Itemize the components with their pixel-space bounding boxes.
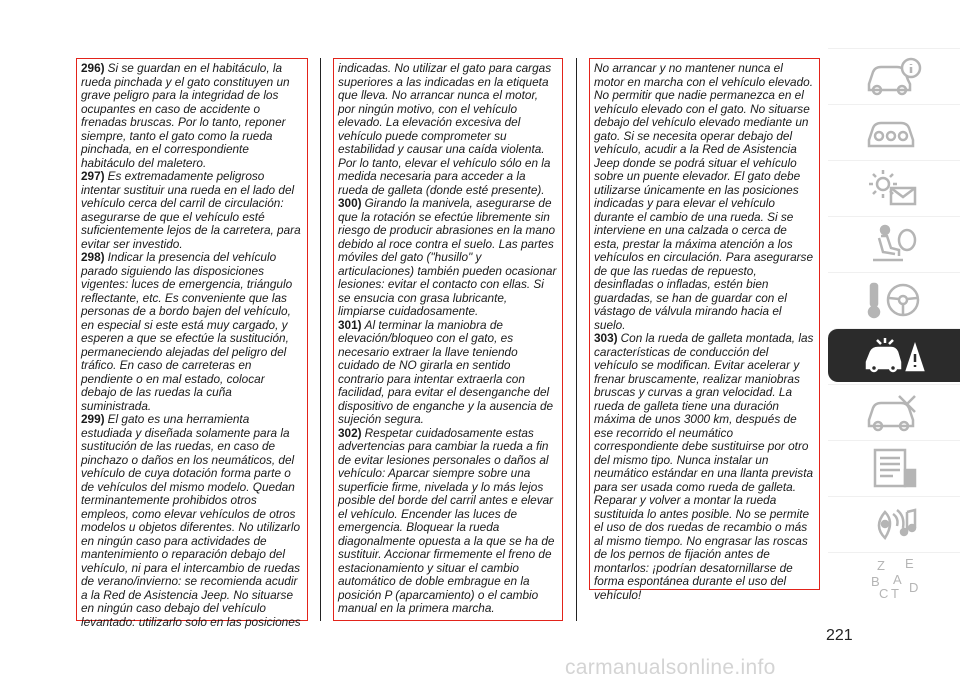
multimedia-icon bbox=[863, 502, 925, 546]
warning-item-300 bbox=[338, 197, 557, 319]
warning-text: Respetar cuidadosamente estas advertencias para cambiar la rueda a fin de evitar lesiones personales o daños al vehículo: Aparcar siempre sobre una superficie firme, nivelada y lo más lejos posible del borde del carril antes e elevar el vehículo. Encender las luces de emergencia. Bloquear la rueda diagonalmente opuesta a la que se ha de sustituir. Accionar firmemente el freno de estacionamiento y situar el cambio automático de doble embrague en la posición P (aparcamiento) o el cambio manual en la primera marcha. bbox=[338, 425, 555, 615]
steering-wheel-icon bbox=[863, 278, 925, 322]
warning-text: Es extremadamente peligroso intentar sustituir una rueda en el lado del vehículo cerca del carril de circulación: asegurarse de que el vehículo esté suficientemente lejos de la carretera, para evitar ser investido. bbox=[81, 169, 301, 251]
warning-number: 298) bbox=[81, 250, 105, 264]
warning-text: Si se guardan en el habitáculo, la rueda pinchada y el gato constituyen un grave peligro para la integridad de los ocupantes en caso de accidente o frenadas bruscas. Por lo tanto, reponer siempre, tanto el gato como la rueda pinchada, en el correspondiente habitáculo del maletero. bbox=[81, 61, 290, 170]
index-letter: C bbox=[879, 585, 889, 601]
tab-multimedia[interactable] bbox=[828, 496, 960, 550]
column-divider bbox=[320, 58, 321, 621]
warning-text: Al terminar la maniobra de elevación/bloqueo con el gato, es necesario extraer la llave teniendo cuidado de NO girarla en sentido contrario para intentar extraerla con facilidad, para evitar el desenganche del dispositivo de enganche y la ausencia de sujeción segura. bbox=[338, 317, 554, 426]
warning-text: El gato es una herramienta estudiada y diseñada solamente para la sustitución de las ruedas, en caso de pinchazo o daños en los neumáticos, del vehículo de cuya dotación forma parte o de vehículos del mismo modelo. Quedan terminantemente prohibidos otros empleos, como elevar vehículos de otros modelos u objetos diferentes. No utilizarlo en ningún caso para actividades de mantenimiento o reparación debajo del vehículo, ni para el intercambio de ruedas de verano/invierno: se recomienda acudir a la Red de Asistencia Jeep. No situarse en ningún caso debajo del vehículo levantado: utilizarlo solo en las posiciones bbox=[81, 412, 301, 629]
tab-knowing-vehicle[interactable] bbox=[828, 48, 960, 102]
car-dashboard-icon bbox=[863, 110, 925, 154]
chapter-tabs bbox=[828, 48, 960, 608]
warning-item-303 bbox=[594, 332, 814, 602]
warning-number: 300) bbox=[338, 196, 362, 210]
tab-safety-lights[interactable] bbox=[828, 160, 960, 214]
warning-number: 297) bbox=[81, 169, 105, 183]
tab-servicing[interactable] bbox=[828, 384, 960, 438]
index-letter: D bbox=[909, 579, 919, 595]
tab-instruments[interactable] bbox=[828, 104, 960, 158]
warning-number: 299) bbox=[81, 412, 105, 426]
page-number: 221 bbox=[826, 627, 853, 644]
warning-number: 296) bbox=[81, 61, 105, 75]
index-letter: B bbox=[871, 573, 880, 589]
warnings-column-3 bbox=[589, 58, 820, 602]
tab-index[interactable] bbox=[828, 552, 960, 606]
warning-item-299 bbox=[81, 413, 302, 629]
warning-item-302 bbox=[338, 427, 557, 616]
warning-text: Con la rueda de galleta montada, las características de conducción del vehículo se modifican. Evitar acelerar y frenar bruscamente, realizar maniobras bruscas y curvas a gran velocidad. La rueda de galleta tiene una duración máxima de unos 3000 km, después de ese recorrido el neumático correspondiente debe sustituirse por otro del mismo tipo. Nunca instalar un neumático estándar en una llanta prevista para ser usada como rueda de galleta. Reparar y volver a montar la rueda sustituida lo antes posible. No se permite el uso de dos ruedas de recambio o más al mismo tiempo. No engrasar las roscas de los pernos de fijación antes de montarlos: ¡podrían desatornillarse de forma espontánea durante el uso del vehículo! bbox=[594, 331, 814, 602]
car-maintenance-icon bbox=[863, 390, 925, 434]
car-info-icon bbox=[863, 54, 925, 98]
tab-emergencies[interactable] bbox=[828, 328, 960, 382]
emergency-car-icon bbox=[863, 334, 925, 378]
index-letter: Z bbox=[877, 557, 885, 573]
warning-text: Indicar la presencia del vehículo parado siguiendo las disposiciones vigentes: luces de emergencia, triángulo reflectante, etc. Es conveniente que las personas de a bordo bajen del vehículo, en especial si este está muy cargado, y esperen a que se efectúe la sustitución, permaneciendo alejadas del peligro del tráfico. En caso de carreteras en pendiente o en mal estado, colocar debajo de las ruedas la cuña suministrada. bbox=[81, 250, 293, 413]
warning-number: 302) bbox=[338, 425, 362, 440]
warning-continuation: indicadas. No utilizar el gato para cargas superiores a las indicadas en la etiqueta que lleva. No arrancar nunca el motor, por ningún motivo, con el vehículo elevado. La elevación excesiva del vehículo puede comprometer su estabilidad y causar una caída violenta. Por lo tanto, elevar el vehículo sólo en la medida necesaria para acceder a la rueda de galleta (donde esté presente). bbox=[338, 61, 552, 197]
warning-item-301 bbox=[338, 319, 557, 427]
airbag-passenger-icon bbox=[863, 222, 925, 266]
tab-technical-data[interactable] bbox=[828, 440, 960, 494]
watermark: carmanualsonline.info bbox=[565, 656, 776, 679]
column-divider bbox=[576, 58, 577, 621]
index-letter: A bbox=[893, 571, 902, 587]
warning-item-298 bbox=[81, 251, 302, 413]
warnings-column-1 bbox=[76, 58, 308, 629]
tab-starting-driving[interactable] bbox=[828, 272, 960, 326]
alphabetical-index-icon bbox=[863, 558, 925, 602]
warning-item-296 bbox=[81, 62, 302, 170]
warning-continuation: No arrancar y no mantener nunca el motor en marcha con el vehículo elevado. No permitir que nadie permanezca en el vehículo elevado con el gato. No situarse debajo del vehículo elevado mediante un gato. Si se necesita operar debajo del vehículo, acudir a la Red de Asistencia Jeep donde se podrá situar el vehículo sobre un puente elevador. El gato debe utilizarse únicamente en las posiciones indicadas y para elevar el vehículo durante el cambio de una rueda. Si se interviene en una calzada o cerca de esta, prestar la máxima atención a los vehículos en circulación. Para asegurarse de que las ruedas de repuesto, desinfladas o infladas, estén bien guardadas, se han de guardar con el vástago de válvula mirando hacia el suelo. bbox=[594, 61, 814, 332]
warning-text: Girando la manivela, asegurarse de que la rotación se efectúe libremente sin riesgo de producir abrasiones en la mano debido al roce contra el suelo. Las partes móviles del gato ("husillo" y articulaciones) también pueden ocasionar lesiones: evitar el contacto con ellas. Si se ensucia con grasa lubricante, limpiarse cuidadosamente. bbox=[338, 196, 557, 318]
index-letter: T bbox=[891, 585, 899, 601]
index-letter: E bbox=[905, 557, 914, 571]
lights-message-icon bbox=[863, 166, 925, 210]
warning-number: 301) bbox=[338, 317, 362, 332]
tab-safety[interactable] bbox=[828, 216, 960, 270]
warning-item-297 bbox=[81, 170, 302, 251]
technical-data-icon bbox=[863, 446, 925, 490]
warning-number: 303) bbox=[594, 331, 618, 345]
warnings-column-2 bbox=[333, 58, 563, 621]
